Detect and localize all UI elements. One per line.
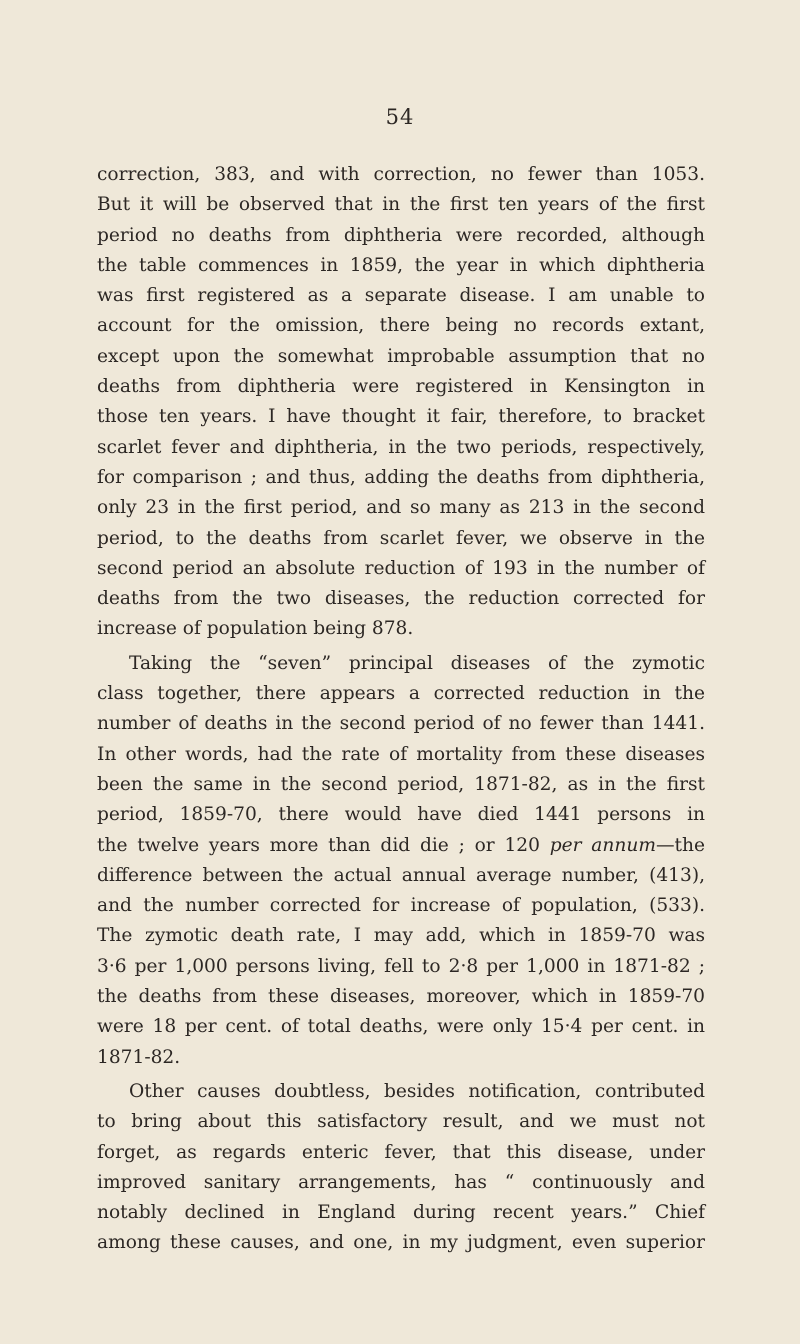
text-line: account for the omission, there being no records extant, [97,315,705,337]
text-line: among these causes, and one, in my judgment, even superior [97,1232,705,1254]
text-line: 1871-82. [97,1046,181,1068]
text-line: those ten years. I have thought it fair, therefore, to bracket [97,406,705,428]
text-line: 3·6 per 1,000 persons living, fell to 2·8 per 1,000 in 1871-82 ; [97,955,705,977]
text-line: to bring about this satisfactory result, and we must not [97,1111,705,1133]
text-line: period, to the deaths from scarlet fever, we observe in the [97,527,705,549]
text-segment: —the [655,834,705,856]
text-line: second period an absolute reduction of 193 in the number of [97,557,705,579]
text-line: deaths from diphtheria were registered in Kensington in [97,376,705,398]
text-line: and the number corrected for increase of population, (533). [97,895,705,917]
text-line: Taking the “seven” principal diseases of the zymotic [129,652,705,674]
text-line: the deaths from these diseases, moreover, which in 1859-70 [97,986,705,1008]
text-line: class together, there appears a corrected reduction in the [97,683,705,705]
text-line: In other words, had the rate of mortality from these diseases [97,743,705,765]
text-line: improved sanitary arrangements, has “ continuously and [97,1171,705,1193]
text-line: period, 1859-70, there would have died 1441 persons in [97,804,705,826]
text-line: except upon the somewhat improbable assumption that no [97,345,705,367]
text-line: deaths from the two diseases, the reduction corrected for [97,588,705,610]
text-line: was first registered as a separate disease. I am unable to [97,285,705,307]
text-line: only 23 in the first period, and so many as 213 in the second [97,497,705,519]
text-line: were 18 per cent. of total deaths, were only 15·4 per cent. in [97,1016,705,1038]
text-line: period no deaths from diphtheria were recorded, although [97,224,705,246]
text-line: forget, as regards enteric fever, that this disease, under [97,1141,705,1163]
body-text [97,160,705,1259]
text-line: Other causes doubtless, besides notification, contributed [129,1080,705,1102]
text-line: increase of population being 878. [97,618,414,640]
text-line: the table commences in 1859, the year in which diphtheria [97,254,705,276]
paragraph-2 [97,649,705,1073]
text-line: for comparison ; and thus, adding the deaths from diphtheria, [97,466,705,488]
text-line: correction, 383, and with correction, no fewer than 1053. [97,164,705,185]
text-segment: the twelve years more than did die ; or 120 [97,834,550,856]
text-line: notably declined in England during recent years.” Chief [97,1202,705,1224]
text-line: The zymotic death rate, I may add, which in 1859-70 was [97,925,705,947]
text-line-with-italic [97,831,705,861]
page-number: 54 [385,105,415,129]
text-line: scarlet fever and diphtheria, in the two periods, respectively, [97,436,705,458]
italic-phrase: per annum [549,834,656,856]
text-line: number of deaths in the second period of no fewer than 1441. [97,713,705,735]
text-line: difference between the actual annual average number, (413), [97,864,705,886]
paragraph-3 [97,1077,705,1259]
text-line: been the same in the second period, 1871-82, as in the first [97,773,705,795]
paragraph-1 [97,160,705,645]
text-line: But it will be observed that in the first ten years of the first [97,194,705,216]
